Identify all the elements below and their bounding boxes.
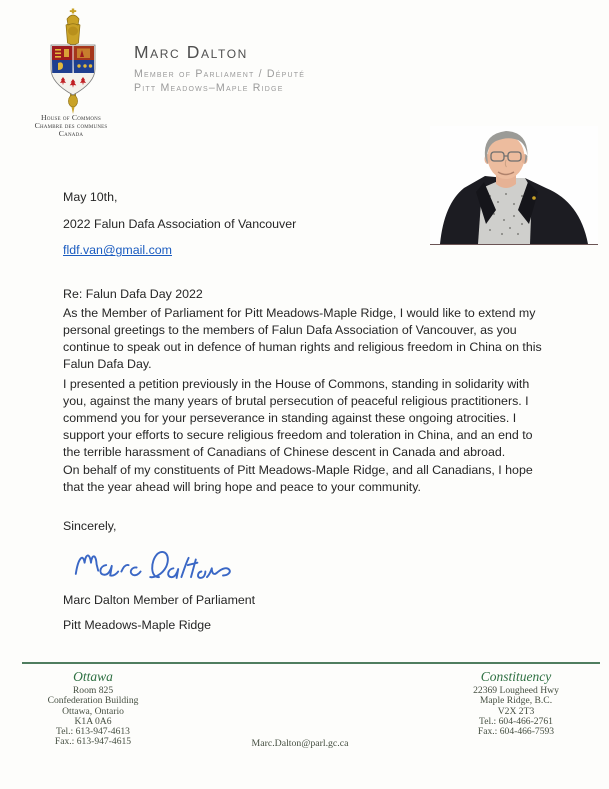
footer-line: Ottawa, Ontario	[62, 705, 124, 717]
footer-line: 22369 Lougheed Hwy	[473, 685, 559, 696]
footer-phone: Tel.: 604-466-2761	[479, 715, 553, 727]
footer-divider	[22, 662, 600, 664]
closing-line: Sincerely,	[63, 519, 117, 534]
date-line: May 10th,	[63, 190, 118, 204]
footer-ottawa-address	[20, 669, 166, 748]
paragraph-1: As the Member of Parliament for Pitt Meadows-Maple Ridge, I would like to extend my personal greetings to the members of Falun Dafa Association of Vancouver, as you continue to speak out in defence of human rights and religious freedom in China on this Falun Dafa Day.	[63, 305, 542, 372]
footer-line: V2X 2T3	[497, 705, 535, 717]
mp-title: Member of Parliament / Député	[134, 68, 306, 80]
letter-body	[63, 189, 552, 635]
house-of-commons-crest-icon	[39, 7, 103, 115]
footer-email: Marc.Dalton@parl.gc.ca	[251, 738, 349, 749]
recipient-email-link[interactable]: fldf.van@gmail.com	[63, 243, 172, 258]
crest-caption-line: Chambre des communes	[34, 120, 108, 130]
mp-name: Marc Dalton	[134, 42, 248, 62]
handwritten-signature	[71, 545, 552, 585]
footer-line: Confederation Building	[47, 695, 139, 707]
paragraph-3: On behalf of my constituents of Pitt Meadows-Maple Ridge, and all Canadians, I hope that the year ahead will bring hope and peace to your community.	[63, 462, 533, 494]
crest-caption-line: House of Commons	[41, 113, 101, 122]
crest-caption-line: Canada	[58, 128, 84, 138]
footer-phone: Tel.: 613-947-4613	[56, 726, 130, 738]
subject-line: Re: Falun Dafa Day 2022	[63, 286, 203, 301]
footer-constituency-address	[443, 669, 589, 737]
signer-riding-line: Pitt Meadows-Maple Ridge	[63, 618, 212, 633]
footer-line: Maple Ridge, B.C.	[479, 695, 553, 707]
footer-ottawa-title: Ottawa	[73, 669, 113, 684]
footer-constituency-title: Constituency	[480, 669, 552, 684]
signer-name-line: Marc Dalton Member of Parliament	[63, 593, 256, 608]
recipient-line: 2022 Falun Dafa Association of Vancouver	[63, 216, 297, 231]
paragraph-2: I presented a petition previously in the House of Commons, standing in solidarity with you, against the many years of brutal persecution of peaceful religious practitioners. I commend you for your perseverance in standing against these ongoing atrocities. I support your efforts to secure religious freedom and toleration in China, and an end to the terrible harassment of Canadians of Chinese descent in Canada and abroad.	[63, 376, 533, 460]
footer-fax: Fax.: 604-466-7593	[477, 726, 555, 738]
mp-riding: Pitt Meadows–Maple Ridge	[134, 81, 284, 94]
crest-caption	[14, 114, 128, 138]
footer-line: K1A 0A6	[74, 715, 112, 727]
footer-fax: Fax.: 613-947-4615	[54, 736, 132, 748]
letterhead-title-block	[134, 42, 305, 95]
footer-line: Room 825	[72, 685, 114, 696]
